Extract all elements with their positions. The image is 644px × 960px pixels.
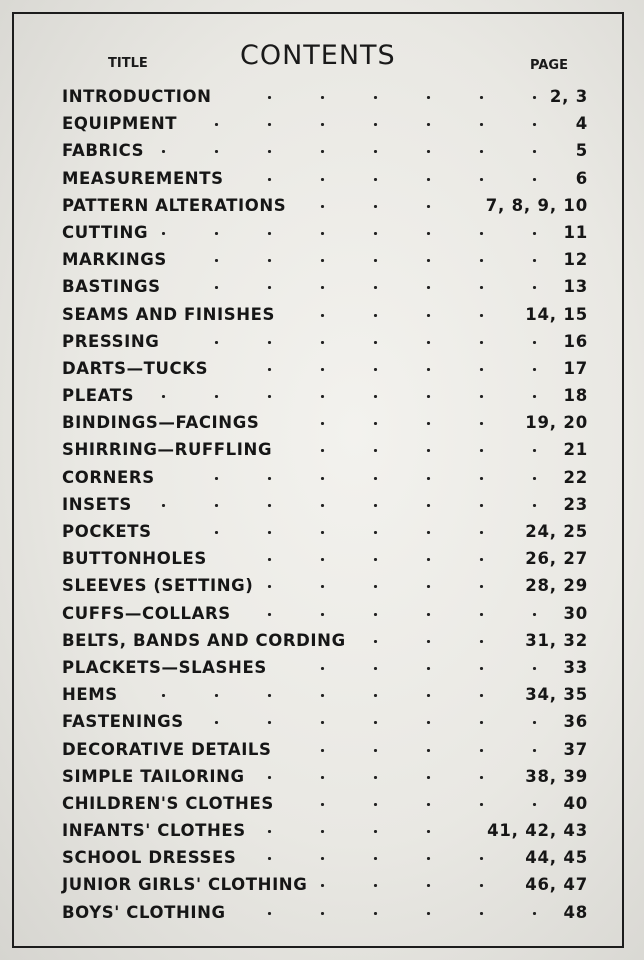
entry-title: INTRODUCTION bbox=[62, 87, 212, 106]
entry-title: DECORATIVE DETAILS bbox=[62, 739, 272, 759]
entry-title: MARKINGS bbox=[62, 250, 167, 270]
title-column-header: TITLE bbox=[108, 56, 148, 71]
entry-title: JUNIOR GIRLS' CLOTHING bbox=[62, 875, 308, 895]
entry-title: CUFFS—COLLARS bbox=[62, 603, 231, 623]
dot-leader bbox=[221, 558, 513, 561]
contents-entry bbox=[0, 628, 644, 655]
dot-leader bbox=[173, 341, 551, 344]
entry-pages: 12 bbox=[563, 250, 588, 270]
dot-leader bbox=[222, 368, 551, 371]
entry-title: INSETS bbox=[62, 494, 132, 514]
entry-pages: 37 bbox=[563, 739, 588, 759]
dot-leader bbox=[321, 884, 513, 887]
contents-entry bbox=[0, 111, 644, 138]
entry-pages: 31, 32 bbox=[525, 630, 588, 650]
entry-title: SHIRRING—RUFFLING bbox=[62, 440, 273, 460]
contents-entry bbox=[0, 519, 644, 546]
dot-leader bbox=[146, 504, 551, 507]
contents-entry bbox=[0, 193, 644, 220]
entry-pages: 38, 39 bbox=[525, 766, 588, 786]
dot-leader bbox=[132, 694, 513, 697]
contents-list bbox=[0, 84, 644, 927]
entry-pages: 41, 42, 43 bbox=[487, 821, 588, 841]
dot-leader bbox=[250, 857, 513, 860]
entry-title: POCKETS bbox=[62, 522, 152, 541]
entry-title: EQUIPMENT bbox=[62, 114, 178, 134]
entry-title: CUTTING bbox=[62, 222, 149, 242]
contents-entry bbox=[0, 682, 644, 709]
contents-entry bbox=[0, 465, 644, 492]
dot-leader bbox=[288, 803, 551, 806]
contents-entry bbox=[0, 601, 644, 628]
contents-entry bbox=[0, 900, 644, 927]
entry-title: BUTTONHOLES bbox=[62, 549, 207, 569]
entry-title: HEMS bbox=[62, 685, 118, 705]
contents-entry bbox=[0, 356, 644, 383]
contents-entry bbox=[0, 492, 644, 519]
entry-pages: 13 bbox=[563, 277, 588, 297]
entry-title: PRESSING bbox=[62, 331, 160, 351]
entry-title: BOYS' CLOTHING bbox=[62, 902, 226, 922]
entry-pages: 7, 8, 9, 10 bbox=[485, 195, 588, 215]
contents-entry bbox=[0, 166, 644, 193]
contents-entry bbox=[0, 383, 644, 410]
contents-entry bbox=[0, 655, 644, 682]
dot-leader bbox=[300, 205, 474, 208]
entry-pages: 40 bbox=[563, 793, 588, 813]
entry-pages: 21 bbox=[563, 440, 588, 460]
entry-title: SIMPLE TAILORING bbox=[62, 766, 245, 786]
dot-leader bbox=[273, 422, 513, 425]
dot-leader bbox=[158, 150, 564, 153]
entry-title: FASTENINGS bbox=[62, 712, 184, 732]
dot-leader bbox=[245, 613, 551, 616]
contents-entry bbox=[0, 764, 644, 791]
contents-entry bbox=[0, 329, 644, 356]
entry-pages: 46, 47 bbox=[525, 875, 588, 895]
dot-leader bbox=[286, 449, 551, 452]
contents-entry bbox=[0, 845, 644, 872]
dot-leader bbox=[259, 776, 513, 779]
dot-leader bbox=[267, 585, 513, 588]
entry-title: BASTINGS bbox=[62, 277, 161, 297]
entry-pages: 26, 27 bbox=[525, 549, 588, 569]
entry-title: PLACKETS—SLASHES bbox=[62, 657, 267, 677]
dot-leader bbox=[238, 178, 564, 181]
page-column-header: PAGE bbox=[530, 58, 568, 73]
contents-entry bbox=[0, 872, 644, 899]
dot-leader bbox=[198, 721, 551, 724]
entry-pages: 19, 20 bbox=[525, 413, 588, 433]
entry-pages: 48 bbox=[563, 902, 588, 922]
entry-pages: 28, 29 bbox=[525, 576, 588, 596]
contents-entry bbox=[0, 302, 644, 329]
entry-pages: 2, 3 bbox=[549, 87, 588, 106]
entry-pages: 36 bbox=[563, 712, 588, 732]
entry-pages: 17 bbox=[563, 358, 588, 378]
entry-pages: 33 bbox=[563, 657, 588, 677]
dot-leader bbox=[260, 830, 475, 833]
dot-leader bbox=[191, 123, 564, 126]
contents-entry bbox=[0, 410, 644, 437]
dot-leader bbox=[175, 286, 551, 289]
dot-leader bbox=[169, 477, 551, 480]
dot-leader bbox=[281, 667, 551, 670]
contents-entry bbox=[0, 737, 644, 764]
entry-title: MEASUREMENTS bbox=[62, 168, 224, 188]
entry-pages: 5 bbox=[575, 141, 588, 161]
contents-entry bbox=[0, 818, 644, 845]
dot-leader bbox=[289, 314, 513, 317]
entry-title: CORNERS bbox=[62, 467, 155, 487]
dot-leader bbox=[286, 749, 551, 752]
contents-entry bbox=[0, 546, 644, 573]
entry-pages: 22 bbox=[563, 467, 588, 487]
entry-title: INFANTS' CLOTHES bbox=[62, 821, 246, 841]
contents-entry bbox=[0, 437, 644, 464]
dot-leader bbox=[226, 96, 538, 99]
entry-pages: 24, 25 bbox=[525, 522, 588, 541]
contents-entry bbox=[0, 791, 644, 818]
entry-title: SEAMS AND FINISHES bbox=[62, 304, 275, 324]
entry-pages: 44, 45 bbox=[525, 848, 588, 868]
entry-title: BELTS, BANDS AND CORDING bbox=[62, 630, 346, 650]
dot-leader bbox=[181, 259, 551, 262]
contents-entry bbox=[0, 573, 644, 600]
contents-entry bbox=[0, 274, 644, 301]
dot-leader bbox=[166, 531, 513, 534]
entry-pages: 16 bbox=[563, 331, 588, 351]
entry-title: FABRICS bbox=[62, 141, 145, 161]
entry-title: BINDINGS—FACINGS bbox=[62, 413, 260, 433]
contents-entry bbox=[0, 247, 644, 274]
entry-title: PLEATS bbox=[62, 386, 135, 406]
entry-pages: 6 bbox=[575, 168, 588, 188]
entry-pages: 14, 15 bbox=[525, 304, 588, 324]
dot-leader bbox=[360, 640, 513, 643]
entry-title: SLEEVES (SETTING) bbox=[62, 576, 254, 596]
entry-title: SCHOOL DRESSES bbox=[62, 848, 237, 868]
entry-title: DARTS—TUCKS bbox=[62, 358, 209, 378]
entry-pages: 18 bbox=[563, 386, 588, 406]
entry-pages: 34, 35 bbox=[525, 685, 588, 705]
contents-entry bbox=[0, 709, 644, 736]
entry-pages: 4 bbox=[575, 114, 588, 134]
entry-pages: 30 bbox=[563, 603, 588, 623]
entry-title: PATTERN ALTERATIONS bbox=[62, 195, 287, 215]
entry-pages: 11 bbox=[563, 222, 588, 242]
dot-leader bbox=[148, 395, 551, 398]
page-heading: CONTENTS bbox=[240, 40, 396, 71]
contents-entry bbox=[0, 220, 644, 247]
entry-pages: 23 bbox=[563, 494, 588, 514]
contents-entry bbox=[0, 138, 644, 165]
dot-leader bbox=[240, 912, 551, 915]
contents-entry bbox=[0, 84, 644, 111]
dot-leader bbox=[162, 232, 551, 235]
entry-title: CHILDREN'S CLOTHES bbox=[62, 793, 274, 813]
